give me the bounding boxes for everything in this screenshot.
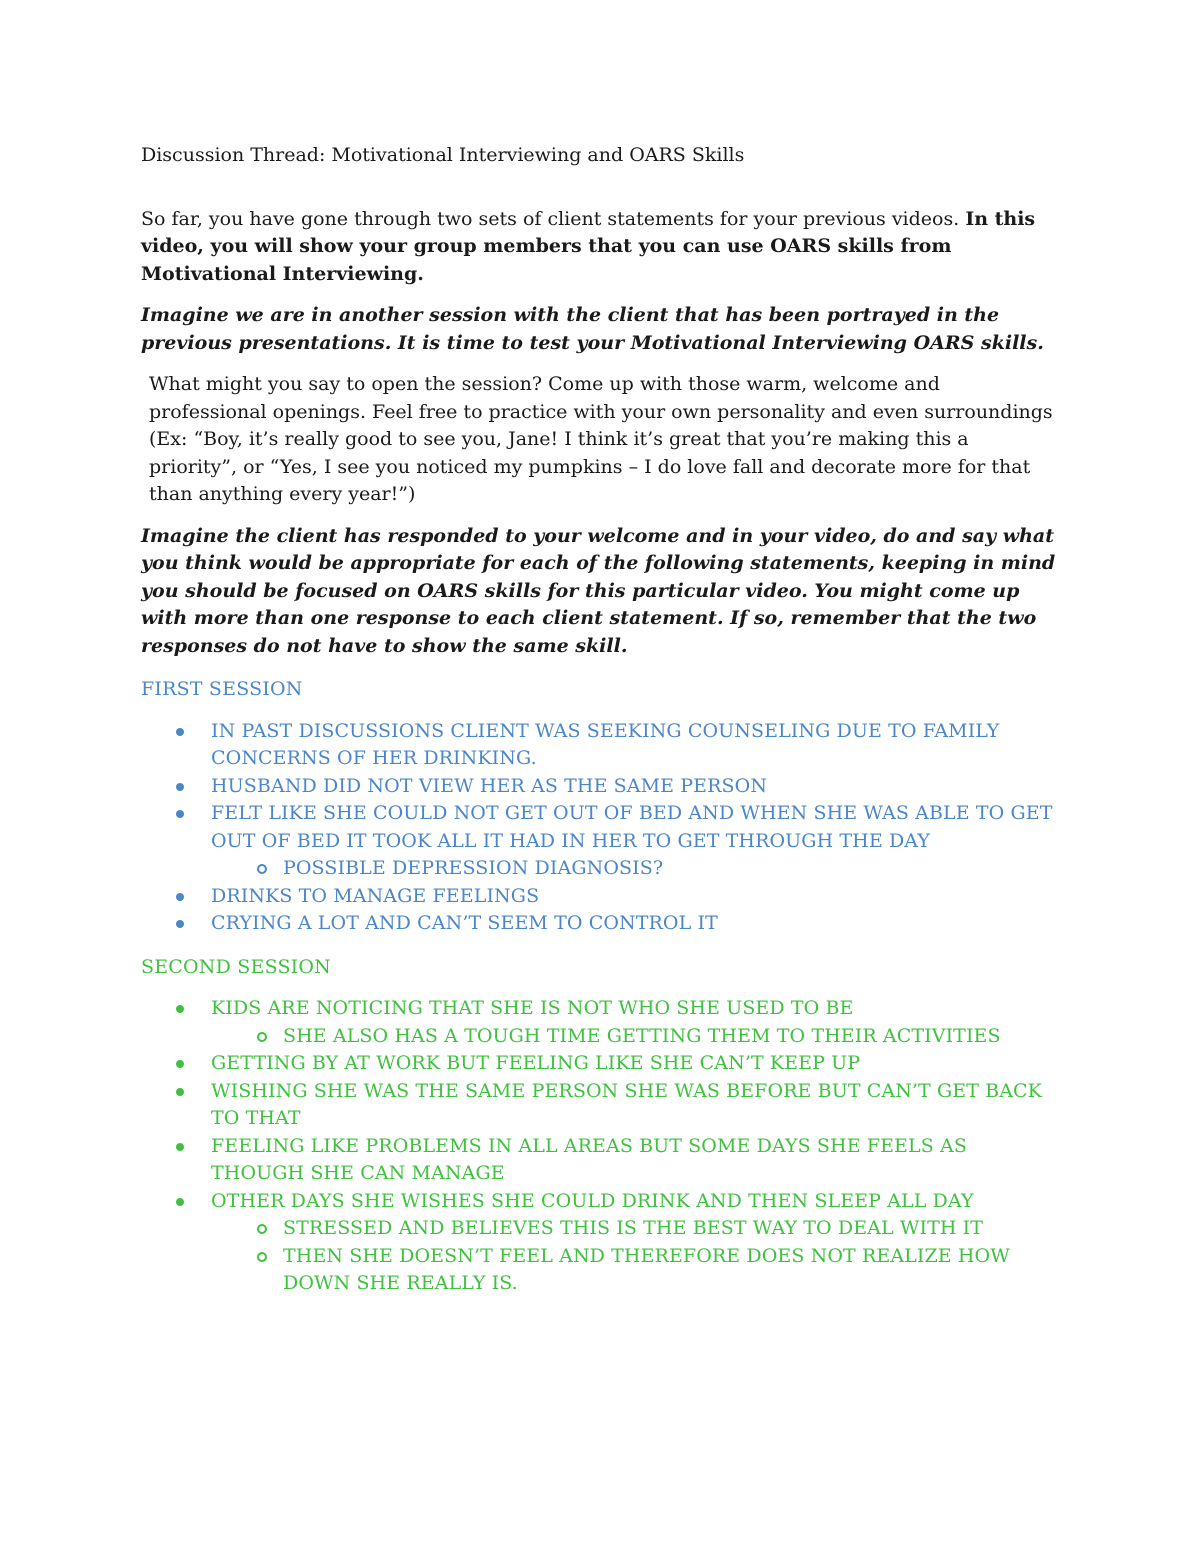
imagine-response-paragraph: Imagine the client has responded to your welcome and in your video, do and say what you think would be appropriate for each of the following statements, keeping in mind you should be focused on OARS skills for this particular video. You might come up with more than one response to each client statement. If so, remember that the two responses do not have to show the same skill.: [141, 524, 1056, 657]
sub-list: [211, 855, 1061, 883]
intro-paragraph: [141, 206, 1061, 289]
second-session-heading: SECOND SESSION: [141, 955, 331, 978]
list-item: [141, 995, 1061, 1050]
sub-list-item-text: STRESSED AND BELIEVES THIS IS THE BEST WAY TO DEAL WITH IT: [283, 1217, 984, 1239]
document-page: [141, 142, 1061, 1310]
intro-text: So far, you have gone through two sets of client statements for your previous videos.: [141, 207, 966, 230]
list-item-text: OTHER DAYS SHE WISHES SHE COULD DRINK AND THEN SLEEP ALL DAY: [211, 1189, 974, 1212]
sub-list: [211, 1215, 1061, 1298]
sub-list-item: [211, 1023, 1061, 1051]
bullet-icon: [176, 893, 184, 901]
second-session-section: [141, 954, 1061, 1298]
list-item: [141, 910, 1061, 938]
list-item-text: DRINKS TO MANAGE FEELINGS: [211, 884, 540, 907]
list-item: [141, 1050, 1061, 1078]
sub-list-item: [211, 855, 1061, 883]
imagine-session-paragraph: Imagine we are in another session with the client that has been portrayed in the previous presentations. It is time to test your Motivational Interviewing OARS skills.: [141, 304, 1044, 354]
hollow-bullet-icon: [257, 1224, 267, 1234]
bullet-icon: [176, 728, 184, 736]
opening-prompt-paragraph: What might you say to open the session? Come up with those warm, welcome and professional openings. Feel free to practice with your own personality and even surroundings (Ex: “Boy, it’s really good to see you, Jane! I think it’s great that you’re making this a priority”, or “Yes, I see you noticed my pumpkins – I do love fall and decorate more for that than anything every year!”): [149, 373, 1053, 505]
first-session-heading: FIRST SESSION: [141, 678, 303, 700]
first-session-section: [141, 676, 1061, 938]
sub-list-item: [211, 1243, 1061, 1298]
list-item: [141, 1188, 1061, 1298]
bullet-icon: [176, 1143, 184, 1151]
list-item: [141, 1133, 1061, 1188]
list-item-text: FELT LIKE SHE COULD NOT GET OUT OF BED AND WHEN SHE WAS ABLE TO GET OUT OF BED IT TOOK ALL IT HAD IN HER TO GET THROUGH THE DAY: [211, 802, 1053, 852]
sub-list-item: [211, 1215, 1061, 1243]
list-item: [141, 883, 1061, 911]
bullet-icon: [176, 1060, 184, 1068]
bullet-icon: [176, 810, 184, 818]
list-item-text: WISHING SHE WAS THE SAME PERSON SHE WAS BEFORE BUT CAN’T GET BACK TO THAT: [211, 1079, 1042, 1129]
list-item: [141, 718, 1061, 773]
sub-list-item-text: SHE ALSO HAS A TOUGH TIME GETTING THEM TO THEIR ACTIVITIES: [283, 1024, 1001, 1047]
bullet-icon: [176, 783, 184, 791]
hollow-bullet-icon: [257, 1032, 267, 1042]
hollow-bullet-icon: [257, 864, 267, 874]
document-title: Discussion Thread: Motivational Interviewing and OARS Skills: [141, 144, 745, 166]
sub-list-item-text: THEN SHE DOESN’T FEEL AND THEREFORE DOES NOT REALIZE HOW DOWN SHE REALLY IS.: [283, 1244, 1010, 1294]
list-item-text: KIDS ARE NOTICING THAT SHE IS NOT WHO SHE USED TO BE: [211, 997, 854, 1019]
list-item: [141, 773, 1061, 801]
intro-bold-text: In this video, you will show your group members that you can use OARS skills from Motivational Interviewing.: [141, 207, 1036, 285]
bullet-icon: [176, 1005, 184, 1013]
list-item-text: CRYING A LOT AND CAN’T SEEM TO CONTROL IT: [211, 912, 718, 934]
sub-list-item-text: POSSIBLE DEPRESSION DIAGNOSIS?: [283, 857, 664, 879]
bullet-icon: [176, 920, 184, 928]
list-item-text: IN PAST DISCUSSIONS CLIENT WAS SEEKING COUNSELING DUE TO FAMILY CONCERNS OF HER DRINKING.: [211, 719, 1000, 769]
bullet-icon: [176, 1088, 184, 1096]
list-item-text: HUSBAND DID NOT VIEW HER AS THE SAME PERSON: [211, 774, 768, 797]
list-item: [141, 1078, 1061, 1133]
bullet-icon: [176, 1198, 184, 1206]
sub-list: [211, 1023, 1061, 1051]
second-session-list: [141, 995, 1061, 1298]
hollow-bullet-icon: [257, 1252, 267, 1262]
list-item-text: FEELING LIKE PROBLEMS IN ALL AREAS BUT SOME DAYS SHE FEELS AS THOUGH SHE CAN MANAGE: [211, 1134, 967, 1184]
list-item-text: GETTING BY AT WORK BUT FEELING LIKE SHE CAN’T KEEP UP: [211, 1052, 861, 1074]
first-session-list: [141, 718, 1061, 938]
list-item: [141, 800, 1061, 883]
